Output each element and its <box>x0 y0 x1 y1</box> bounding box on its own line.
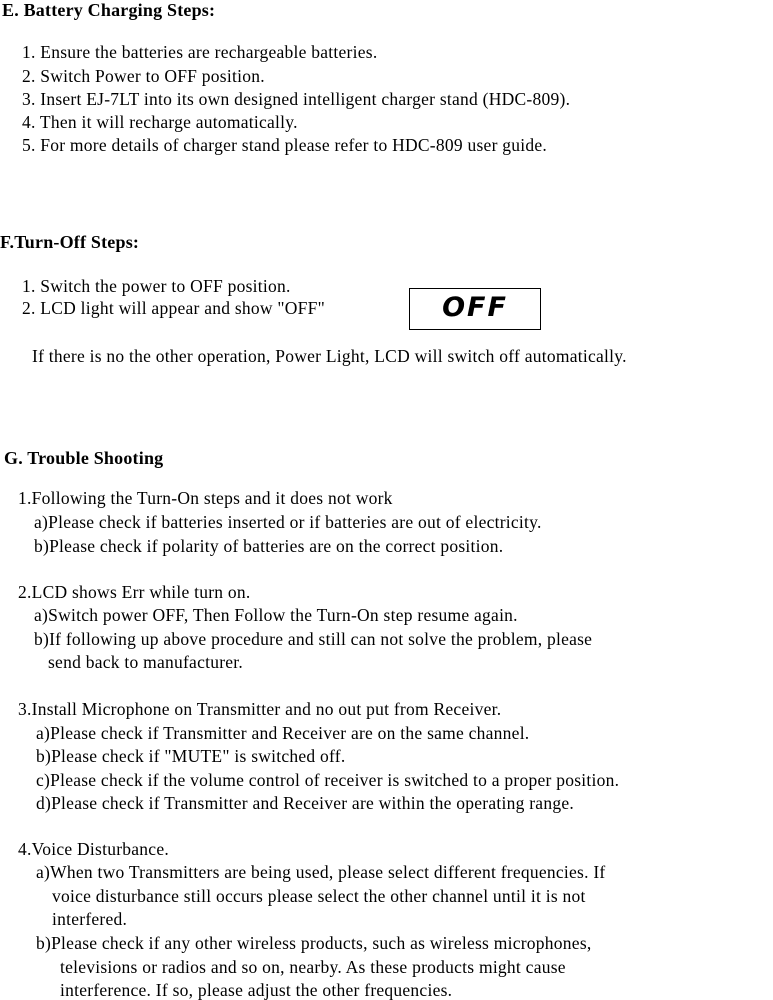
trouble-item-title: 4.Voice Disturbance. <box>18 839 169 859</box>
section-e-item: 3. Insert EJ-7LT into its own designed intelligent charger stand (HDC-809). <box>22 89 571 109</box>
lcd-display <box>409 288 541 330</box>
trouble-sub-item: a)Please check if Transmitter and Receiver are on the same channel. <box>36 723 530 743</box>
section-e-item: 4. Then it will recharge automatically. <box>22 112 298 132</box>
trouble-sub-item-continued: voice disturbance still occurs please select the other channel until it is not <box>52 886 586 906</box>
trouble-sub-item: b)Please check if "MUTE" is switched off. <box>36 746 346 766</box>
trouble-sub-item: b)Please check if any other wireless products, such as wireless microphones, <box>36 933 592 953</box>
lcd-off-text: OFF <box>442 292 508 323</box>
section-e-item: 2. Switch Power to OFF position. <box>22 66 265 86</box>
trouble-sub-item-continued: send back to manufacturer. <box>48 652 244 672</box>
section-f-item: 1. Switch the power to OFF position. <box>22 276 291 296</box>
trouble-sub-item: d)Please check if Transmitter and Receiver are within the operating range. <box>36 793 574 813</box>
trouble-sub-item: b)If following up above procedure and still can not solve the problem, please <box>34 629 593 649</box>
trouble-item-title: 1.Following the Turn-On steps and it does not work <box>18 488 393 508</box>
trouble-sub-item-continued: interference. If so, please adjust the other frequencies. <box>60 980 453 1000</box>
section-e-item: 1. Ensure the batteries are rechargeable batteries. <box>22 42 378 62</box>
section-f-item: 2. LCD light will appear and show "OFF" <box>22 298 326 318</box>
trouble-sub-item-continued: interfered. <box>52 909 128 929</box>
trouble-sub-item-continued: televisions or radios and so on, nearby. As these products might cause <box>60 957 566 977</box>
trouble-sub-item: b)Please check if polarity of batteries are on the correct position. <box>34 536 504 556</box>
trouble-sub-item: a)Switch power OFF, Then Follow the Turn-On step resume again. <box>34 605 518 625</box>
trouble-sub-item: a)Please check if batteries inserted or if batteries are out of electricity. <box>34 512 542 532</box>
trouble-item-title: 3.Install Microphone on Transmitter and no out put from Receiver. <box>18 699 502 719</box>
section-f-heading: F.Turn-Off Steps: <box>0 232 140 252</box>
trouble-sub-item: a)When two Transmitters are being used, please select different frequencies. If <box>36 862 606 882</box>
section-e-heading: E. Battery Charging Steps: <box>2 0 216 20</box>
section-g-heading: G. Trouble Shooting <box>4 448 164 468</box>
trouble-item-title: 2.LCD shows Err while turn on. <box>18 582 251 602</box>
section-e-item: 5. For more details of charger stand please refer to HDC-809 user guide. <box>22 135 548 155</box>
trouble-sub-item: c)Please check if the volume control of receiver is switched to a proper position. <box>36 770 620 790</box>
section-f-note: If there is no the other operation, Power Light, LCD will switch off automatically. <box>32 346 627 366</box>
